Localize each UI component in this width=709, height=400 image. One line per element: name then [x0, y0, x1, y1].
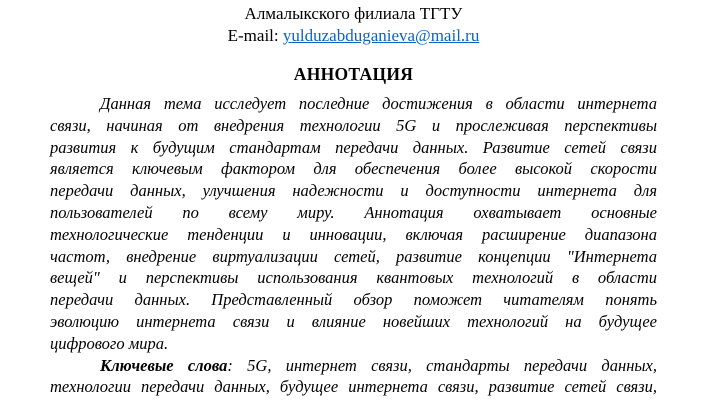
abstract-line: Данная тема исследует последние достижения в области интернета: [100, 94, 657, 113]
affiliation-text: Алмалыкского филиала ТГТУ: [244, 4, 463, 23]
abstract-line: вещей" и перспективы использования квантовых технологий в области: [50, 268, 657, 288]
abstract-line: связи, начиная от внедрения технологии 5G и прослеживая перспективы: [50, 115, 657, 135]
abstract-line: передачи данных, улучшения надежности и доступности интернета для: [50, 181, 657, 201]
keywords-paragraph: [50, 355, 657, 399]
email-label: E-mail:: [227, 26, 279, 45]
abstract-line: является ключевым фактором для обеспечения более высокой скорости: [50, 159, 657, 179]
keywords-label: Ключевые слова: [100, 355, 228, 375]
keywords-line: технологии передачи данных, будущее интернета связи, развитие сетей связи,: [50, 377, 657, 397]
abstract-paragraph: [50, 93, 657, 355]
abstract-line: цифрового мира.: [50, 333, 169, 353]
keywords-text: : 5G, интернет связи, стандарты передачи данных,: [227, 355, 657, 375]
abstract-line: эволюцию интернета связи и влияние новейших технологий на будущее: [50, 311, 657, 331]
abstract-line: развития к будущим стандартам передачи данных. Развитие сетей связи: [50, 137, 657, 157]
keywords-line: [50, 355, 657, 377]
abstract-line: частот, внедрение виртуализации сетей, развитие концепции "Интернета: [50, 246, 657, 266]
abstract-line: технологические тенденции и инновации, включая расширение диапазона: [50, 224, 657, 244]
email-line: [50, 25, 657, 47]
abstract-line: пользователей по всему миру. Аннотация охватывает основные: [50, 202, 657, 222]
affiliation-line: [50, 3, 657, 25]
section-heading-annotation: АННОТАЦИЯ: [293, 64, 414, 84]
abstract-line: передачи данных. Представленный обзор поможет читателям понять: [50, 290, 657, 310]
email-link[interactable]: yulduzabduganieva@mail.ru: [282, 26, 480, 45]
